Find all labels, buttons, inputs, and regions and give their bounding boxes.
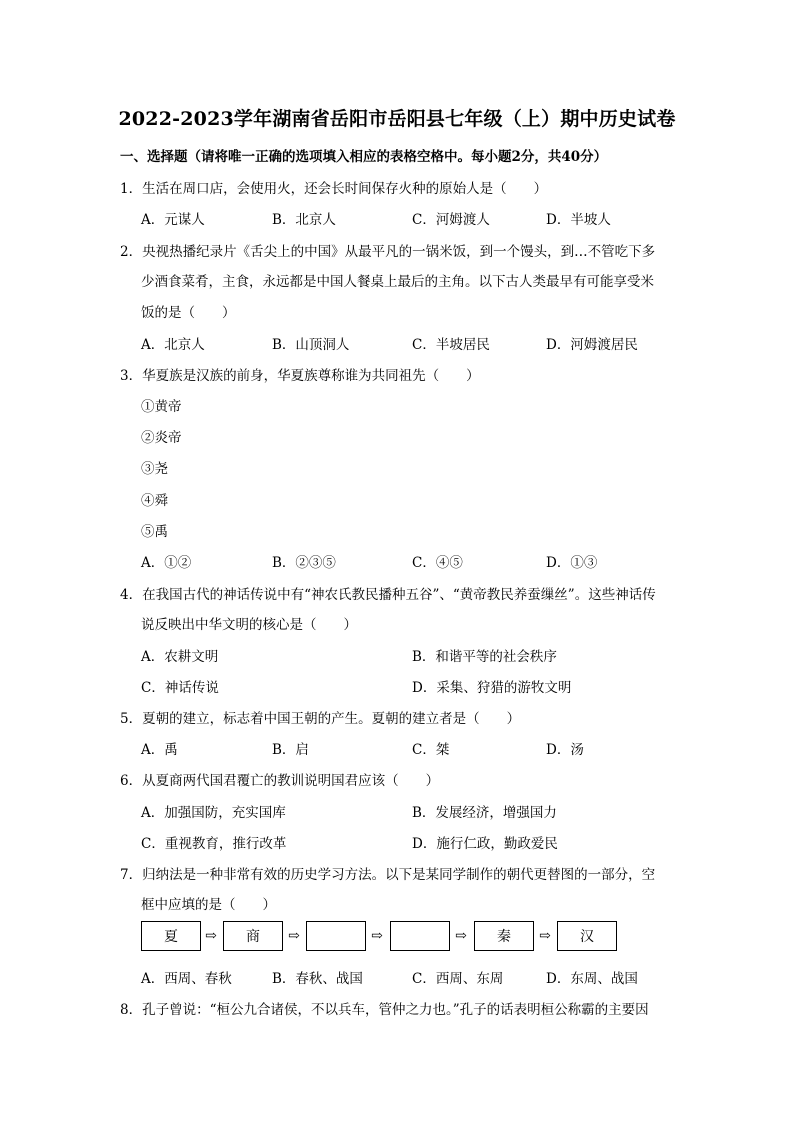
q5-option-b: B．启 — [272, 742, 309, 758]
q3-item-3: ③尧 — [141, 461, 168, 477]
question-2-text-line1: 2．央视热播纪录片《舌尖上的中国》从最平凡的一锅米饭，到一个馒头，到…不管吃下多 — [120, 244, 656, 260]
q4-option-b: B．和谐平等的社会秩序 — [412, 649, 557, 665]
question-2-text-line2: 少酒食菜肴，主食，永远都是中国人餐桌上最后的主角。以下古人类最早有可能享受米 — [141, 274, 654, 290]
question-6-text: 6．从夏商两代国君覆亡的教训说明国君应该（ ） — [120, 773, 440, 789]
q1-option-b: B．北京人 — [272, 212, 336, 228]
q1-option-a: A．元谋人 — [141, 212, 205, 228]
q3-option-b: B．②③⑤ — [272, 555, 336, 571]
page-title: 2022-2023学年湖南省岳阳市岳阳县七年级（上）期中历史试卷 — [118, 108, 676, 130]
question-5-text: 5．夏朝的建立，标志着中国王朝的产生。夏朝的建立者是（ ） — [120, 711, 521, 727]
flow-arrow-icon: ⇨ — [539, 928, 551, 944]
q3-option-c: C．④⑤ — [412, 555, 463, 571]
flow-arrow-icon: ⇨ — [371, 928, 383, 944]
q5-option-d: D．汤 — [546, 742, 584, 758]
q7-option-d: D．东周、战国 — [546, 971, 638, 987]
flow-box-xia: 夏 — [141, 921, 201, 951]
question-7-text-line2: 框中应填的是（ ） — [141, 897, 276, 913]
flow-box-blank-2 — [390, 921, 450, 951]
flow-arrow-icon: ⇨ — [205, 928, 217, 944]
q2-option-c: C．半坡居民 — [412, 337, 490, 353]
q6-option-c: C．重视教育，推行改革 — [141, 836, 287, 852]
question-3-text: 3．华夏族是汉族的前身，华夏族尊称谁为共同祖先（ ） — [120, 368, 480, 384]
flow-arrow-icon: ⇨ — [288, 928, 300, 944]
q1-option-c: C．河姆渡人 — [412, 212, 490, 228]
q7-option-b: B．春秋、战国 — [272, 971, 363, 987]
flow-box-shang: 商 — [223, 921, 283, 951]
q3-item-1: ①黄帝 — [141, 399, 182, 415]
q6-option-b: B．发展经济，增强国力 — [412, 805, 557, 821]
q6-option-a: A．加强国防，充实国库 — [141, 805, 286, 821]
flow-box-han: 汉 — [557, 921, 617, 951]
q3-option-d: D．①③ — [546, 555, 598, 571]
section-heading: 一、选择题（请将唯一正确的选项填入相应的表格空格中。每小题2分，共40分） — [120, 149, 608, 165]
q7-option-c: C．西周、东周 — [412, 971, 504, 987]
question-2-text-line3: 饭的是（ ） — [141, 305, 236, 321]
q4-option-d: D．采集、狩猎的游牧文明 — [412, 680, 572, 696]
question-8-text: 8．孔子曾说：“桓公九合诸侯，不以兵车，管仲之力也。”孔子的话表明桓公称霸的主要因 — [120, 1002, 649, 1018]
flow-box-qin: 秦 — [474, 921, 534, 951]
question-7-text-line1: 7．归纳法是一种非常有效的历史学习方法。以下是某同学制作的朝代更替图的一部分，空 — [120, 867, 656, 883]
q3-item-2: ②炎帝 — [141, 430, 182, 446]
q1-option-d: D．半坡人 — [546, 212, 611, 228]
flow-arrow-icon: ⇨ — [455, 928, 467, 944]
question-4-text-line2: 说反映出中华文明的核心是（ ） — [141, 617, 357, 633]
q5-option-a: A．禹 — [141, 742, 178, 758]
dynasty-flow-diagram — [141, 921, 621, 957]
q5-option-c: C．桀 — [412, 742, 450, 758]
q6-option-d: D．施行仁政，勤政爱民 — [412, 836, 558, 852]
q4-option-a: A．农耕文明 — [141, 649, 219, 665]
q2-option-b: B．山顶洞人 — [272, 337, 350, 353]
question-4-text-line1: 4．在我国古代的神话传说中有“神农氏教民播种五谷”、“黄帝教民养蚕缫丝”。这些神话传 — [120, 587, 656, 603]
q3-item-4: ④舜 — [141, 493, 168, 509]
q2-option-d: D．河姆渡居民 — [546, 337, 638, 353]
q7-option-a: A．西周、春秋 — [141, 971, 232, 987]
q2-option-a: A．北京人 — [141, 337, 205, 353]
q4-option-c: C．神话传说 — [141, 680, 219, 696]
flow-box-blank-1 — [306, 921, 366, 951]
q3-item-5: ⑤禹 — [141, 524, 168, 540]
question-1-text: 1．生活在周口店，会使用火，还会长时间保存火种的原始人是（ ） — [120, 181, 548, 197]
q3-option-a: A．①② — [141, 555, 192, 571]
